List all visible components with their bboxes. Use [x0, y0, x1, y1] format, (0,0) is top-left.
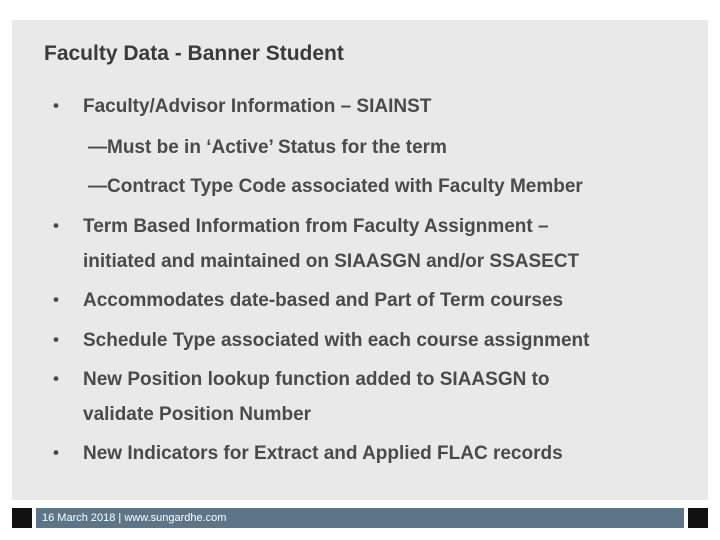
bullet-icon: • — [53, 96, 59, 115]
bullet-faculty-advisor-info: Faculty/Advisor Information – SIAINST — [83, 96, 432, 117]
sub-bullet-active-status: —Must be in ‘Active’ Status for the term — [88, 137, 447, 158]
bullet-new-indicators: New Indicators for Extract and Applied FLAC records — [83, 443, 563, 464]
bullet-position-lookup-continued: validate Position Number — [83, 404, 312, 425]
bullet-schedule-type: Schedule Type associated with each course assignment — [83, 330, 590, 351]
bullet-icon: • — [53, 443, 59, 462]
bullet-position-lookup: New Position lookup function added to SIAASGN to — [83, 369, 550, 390]
bullet-icon: • — [53, 216, 59, 235]
bullet-term-based-info: Term Based Information from Faculty Assignment – — [83, 216, 549, 237]
footer-text: 16 March 2018 | www.sungardhe.com — [42, 512, 227, 524]
footer-block-left — [12, 508, 32, 528]
slide-title: Faculty Data - Banner Student — [44, 42, 344, 65]
footer-bar — [36, 508, 684, 528]
bullet-icon: • — [53, 290, 59, 309]
bullet-accommodates-dates: Accommodates date-based and Part of Term courses — [83, 290, 564, 311]
footer-block-right — [688, 508, 708, 528]
bullet-icon: • — [53, 369, 59, 388]
bullet-term-based-info-continued: initiated and maintained on SIAASGN and/or SSASECT — [83, 251, 580, 272]
bullet-icon: • — [53, 330, 59, 349]
sub-bullet-contract-type: —Contract Type Code associated with Faculty Member — [88, 176, 583, 197]
